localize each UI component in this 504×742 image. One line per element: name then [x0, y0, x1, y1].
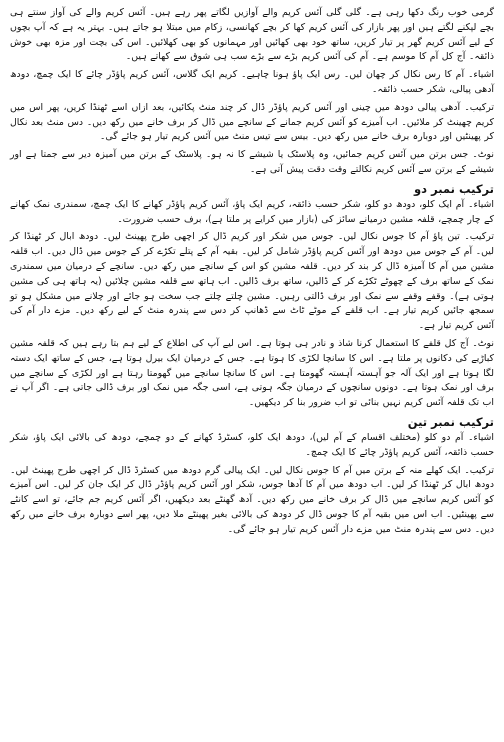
recipe2-method: ترکیب۔ تین پاؤ آم کا جوس نکال لیں۔ جوس میں شکر اور کریم ڈال کر اچھی طرح پھینٹ لیں۔ دودھ ابال کر ٹھنڈا کر لیں۔ آم کے جوس میں دودھ اور آئس کریم پاؤڈر شامل کر لیں۔ بقیہ آم کے پتلے تکڑے کر کے جوس میں ڈال دیں۔ اب قلفہ مشین میں آم کا آمیزہ ڈال کر بند کر دیں۔ قلفہ مشین کو اس کے سانچے میں رکھ دیں۔ سانچے کے درمیان میں سمندری نمک کے ساتھ برف کے چھوٹے ٹکڑے کر کے ڈالیں، ساتھ برف ڈالیں۔ اب ہاتھ سے قلفہ مشین چلائیں (یہ ہاتھ ہی کی مشین ہوتی ہے)۔ وقفے وقفے سے نمک اور برف ڈالتی رہیں۔ مشین چلتے چلتے جب سخت ہو جائے اور چلانے میں مشکل ہو تو سمجھ جائیں کریم تیار ہے۔ اب قلفے کے موٹے ٹاٹ سے ڈھانپ کر دس سے پندرہ منٹ کے لیے رکھ دیں۔ مزے دار آم کی آئس کریم تیار ہے۔	[10, 231, 494, 332]
intro-paragraph: گرمی خوب رنگ دکھا رہی ہے۔ گلی گلی آئس کریم والے آوازیں لگاتے پھر رہے ہیں۔ آئس کریم والے کی آواز سنتے ہی بچے لپکنے لگتے ہیں اور پھر بازار کی آئس کریم کھا کر بچے کھانسی، زکام میں مبتلا ہو جاتے ہیں۔ بہتر یہ ہے کہ آپ بچوں کے لیے آئس کریم گھر پر تیار کریں، ساتھ خود بھی کھائیں اور مہمانوں کو بھی کھلائیں۔ اس کی بچت اور مزہ بھی خوش ذائقہ۔ آج کل آم کا موسم ہے۔ آم کی آئس کریم بڑے سے بڑے سب ہی شوق سے کھاتے ہیں۔	[10, 7, 494, 63]
recipe3-ingredients: اشیاء۔ آم دو کلو (مختلف اقسام کے آم لیں)، دودھ ایک کلو، کسٹرڈ کھانے کے دو چمچے، دودھ کی بالائی ایک پاؤ، شکر حسب ذائقہ، آئس کریم پاؤڈر چائے کا ایک چمچ۔	[10, 431, 494, 458]
recipe2-note: نوٹ۔ آج کل قلفے کا استعمال کرنا شاذ و نادر ہی ہوتا ہے۔ اس لیے آپ کی اطلاع کے لیے ہم بتا رہے ہیں کہ قلفہ مشین کباڑیے کی دکانوں پر ملتا ہے۔ اس کا سانچا لکڑی کا ہوتا ہے۔ جس کے درمیان ایک بیرل ہوتا ہے، جس کے ساتھ ایک دستہ لگا ہوتا ہے اور ایک آلہ جو آہستہ آہستہ گھومتا ہے۔ اس کا سانچا سانچے میں گھومتا رہتا ہے اور لکڑی کے سانچے میں برف اور نمک ہوتا ہے۔ دونوں سانچوں کے درمیان جگہ ہوتی ہے، اسی جگہ میں نمک اور برف ڈالی جاتی ہے۔ اگر آپ نے اب تک قلفہ آئس کریم نہیں بنائی تو اب ضرور بنا کر دیکھیں۔	[10, 337, 494, 409]
recipe1-method: ترکیب۔ آدھی پیالی دودھ میں چینی اور آئس کریم پاؤڈر ڈال کر چند منٹ پکائیں، بعد ازاں اسے ٹھنڈا کریں، پھر اس میں کریم چھینٹ کر ملائیں۔ اب آمیزے کو آئس کریم جمانے کے سانچے میں ڈال کر برف خانے میں رکھ دیں۔ دس منٹ بعد نکال کر پھینٹیں اور دوبارہ برف خانے میں رکھ دیں۔ بیس سے تیس منٹ میں آئس کریم تیار ہو جائے گی۔	[10, 101, 494, 143]
recipe1-note: نوٹ۔ جس برتن میں آئس کریم جمائیں، وہ پلاسٹک یا شیشے کا نہ ہو۔ پلاسٹک کے برتن میں آمیزہ دیر سے جمتا ہے اور شیشے کے برتن سے آئس کریم نکالتے وقت دقت پیش آتی ہے۔	[10, 149, 494, 175]
recipe2-ingredients: اشیاء۔ آم ایک کلو، دودھ دو کلو، شکر حسب ذائقہ، کریم ایک پاؤ، آئس کریم پاؤڈر کھانے کا ایک چمچ، سمندری نمک کھانے کے چار چمچے، قلفہ مشین درمیانے سائز کی (بازار میں کرایے پر ملتا ہے)، برف حسب ضرورت۔	[10, 198, 494, 225]
recipe3-heading: ترکیب نمبر تین	[407, 414, 494, 429]
recipe2-heading: ترکیب نمبر دو	[414, 181, 494, 196]
recipe1-ingredients: اشیاء۔ آم کا رس نکال کر چھان لیں۔ رس ایک پاؤ ہونا چاہیے۔ کریم ایک گلاس، آئس کریم پاؤڈر چائے کا ایک چمچ، دودھ آدھی پیالی، شکر حسب ذائقہ۔	[10, 69, 494, 95]
recipe3-method: ترکیب۔ ایک کھلے منہ کے برتن میں آم کا جوس نکال لیں۔ ایک پیالی گرم دودھ میں کسٹرڈ ڈال کر اچھی طرح پھینٹ لیں۔ دودھ ابال کر ٹھنڈا کر لیں۔ اب دودھ میں آم کا آدھا جوس، شکر اور آئس کریم پاؤڈر ڈال کر ایک جان کر لیں۔ اس آمیزے کو آئس کریم سانچے میں ڈال کر برف خانے میں رکھ دیں۔ آدھ گھنٹے بعد دیکھیں، اگر آئس کریم جم جائے، تو اسے کانٹے سے پھینٹیں۔ اب اس میں بقیہ آم کا جوس ڈال کر دودھ کی بالائی بغیر پھینٹے ملا دیں، پھر اسے دوبارہ برف خانے میں رکھ دیں۔ دس سے پندرہ منٹ میں مزے دار آئس کریم تیار ہو جائے گی۔	[10, 464, 494, 535]
